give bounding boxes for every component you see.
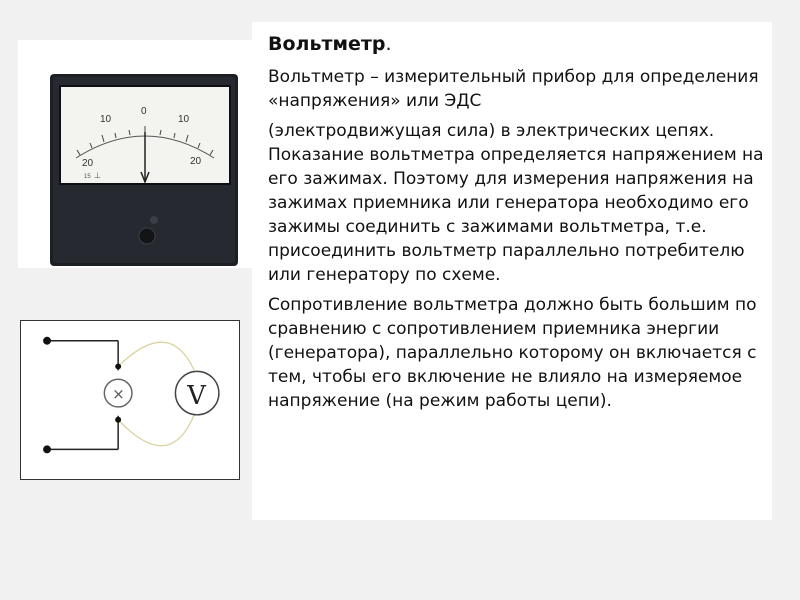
scale-label-zero: 0: [141, 106, 147, 117]
lamp-symbol: ×: [112, 386, 125, 404]
meter-position-symbol: ⊥: [94, 171, 101, 180]
slide-title: [268, 32, 773, 56]
meter-class-mark: 15: [84, 174, 91, 180]
paragraph-reading: Показание вольтметра определяется напряжением на его зажимах. Поэтому для измерения напряжения на зажимах приемника или генератора необходимо его зажимы соединить с зажимами вольтметра, т.е. присоединить вольтметр параллельно потребителю или генератору по схеме.: [268, 145, 764, 285]
voltmeter-photo: [50, 74, 238, 266]
text-content: [268, 32, 773, 413]
zero-adjust-screw: [150, 216, 158, 224]
paragraph-definition-continued: (электродвижущая сила) в электрических цепях.: [268, 121, 715, 141]
meter-knob: [139, 228, 155, 244]
scale-label-right-10: 10: [178, 114, 190, 125]
slide-title-punct: .: [385, 33, 392, 55]
terminal-top: [43, 337, 51, 345]
voltmeter-symbol: V: [187, 380, 206, 411]
connection-diagram: [20, 320, 240, 480]
scale-label-right-20: 20: [190, 156, 202, 167]
slide-title-text: Вольтметр: [268, 33, 386, 55]
scale-label-left-10: 10: [100, 114, 112, 125]
terminal-bottom: [43, 445, 51, 453]
paragraph-resistance: Сопротивление вольтметра должно быть большим по сравнению с сопротивлением приемника энергии (генератора), параллельно которому он включается с тем, чтобы его включение не влияло на измеряемое напряжение (на режим работы цепи).: [268, 295, 757, 411]
paragraph-definition: Вольтметр – измерительный прибор для определения «напряжения» или ЭДС: [268, 67, 759, 111]
scale-label-left-20: 20: [82, 158, 94, 169]
